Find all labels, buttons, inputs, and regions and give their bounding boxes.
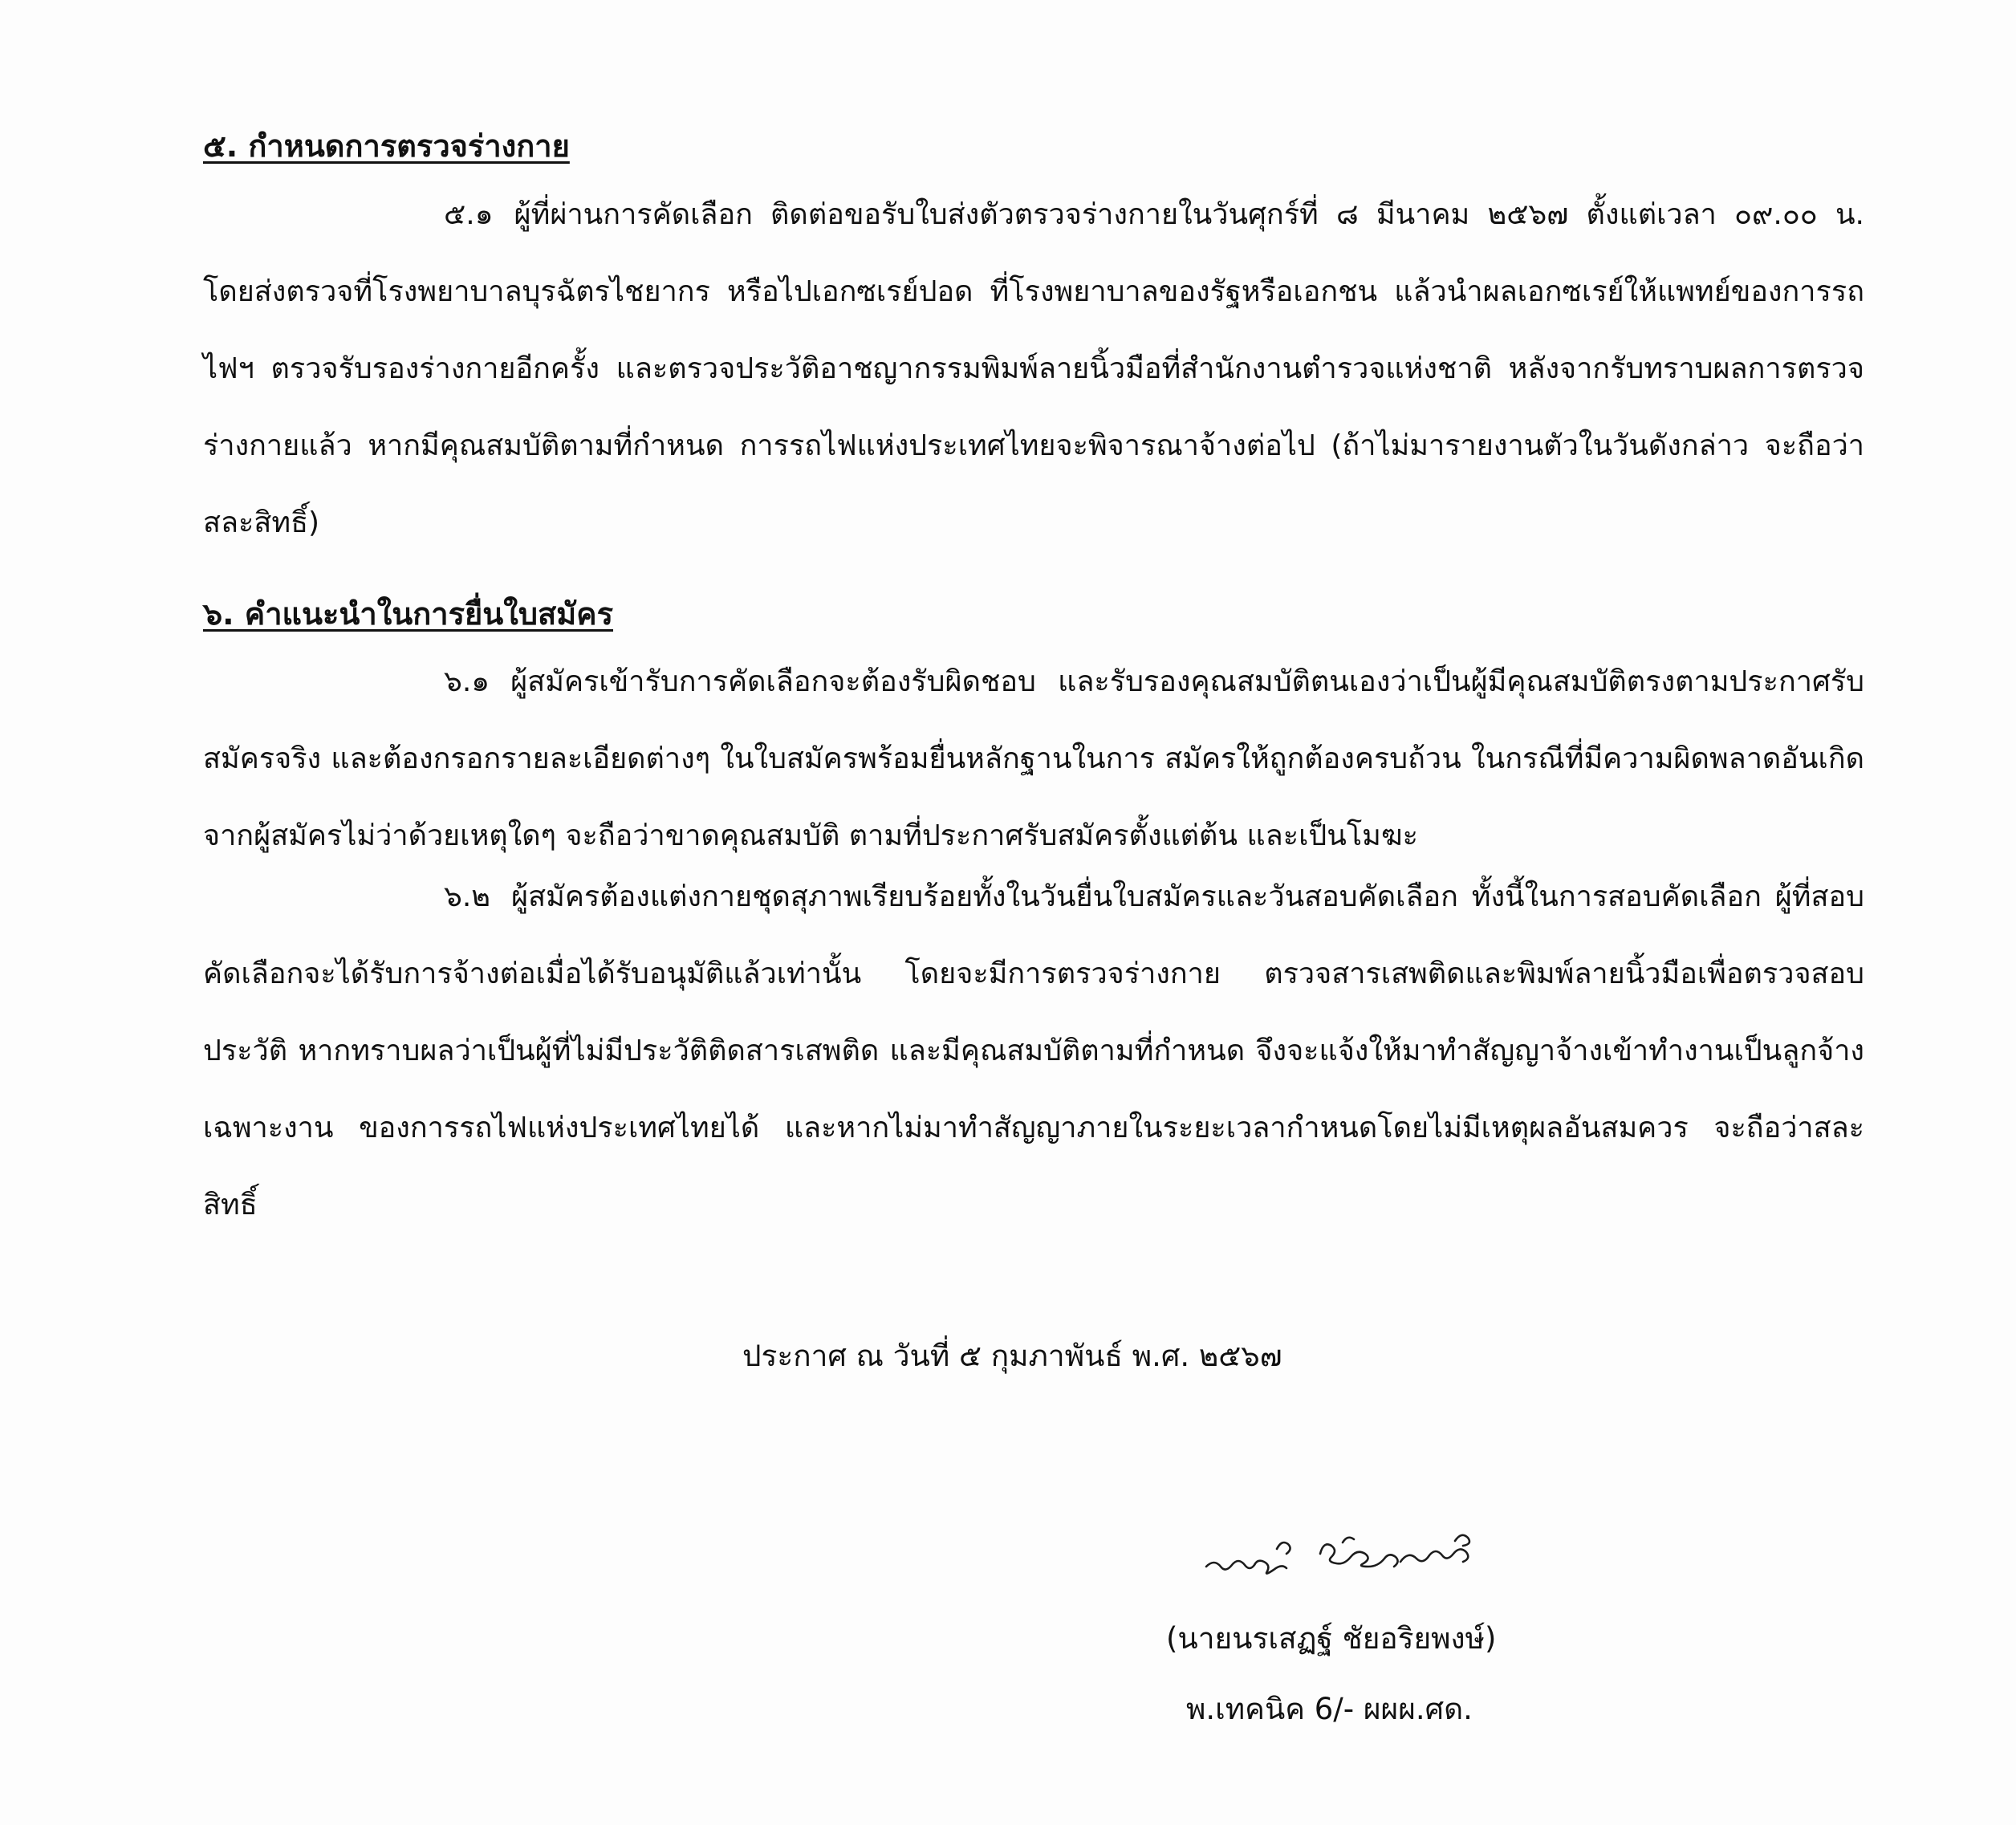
signer-name: (นายนรเสฏฐ์ ชัยอริยพงษ์) bbox=[1166, 1621, 1497, 1656]
announcement-date: ประกาศ ณ วันที่ ๕ กุมภาพันธ์ พ.ศ. ๒๕๖๗ bbox=[742, 1339, 1282, 1373]
section-6-2-paragraph bbox=[203, 859, 1864, 1244]
clause-number: ๖.๒ bbox=[444, 880, 491, 913]
clause-text: ผู้สมัครเข้ารับการคัดเลือกจะต้องรับผิดชอบ และรับรองคุณสมบัติตนเองว่าเป็นผู้มีคุณสมบัติตรงตามประกาศรับสมัครจริง และต้องกรอกรายละเอียดต่างๆ ในใบสมัครพร้อมยื่นหลักฐานในการ สมัครให้ถูกต้องครบถ้วน ในกรณีที่มีความผิดพลาดอันเกิดจากผู้สมัครไม่ว่าด้วยเหตุใดๆ จะถือว่าขาดคุณสมบัติ ตามที่ประกาศรับสมัครตั้งแต่ต้น และเป็นโมฆะ bbox=[203, 665, 1864, 852]
signer-title: พ.เทคนิค 6/- ผผผ.ศด. bbox=[1186, 1692, 1473, 1726]
clause-number: ๖.๑ bbox=[444, 665, 490, 698]
clause-text: ผู้สมัครต้องแต่งกายชุดสุภาพเรียบร้อยทั้งในวันยื่นใบสมัครและวันสอบคัดเลือก ทั้งนี้ในการสอบคัดเลือก ผู้ที่สอบคัดเลือกจะได้รับการจ้างต่อเมื่อได้รับอนุมัติแล้วเท่านั้น โดยจะมีการตรวจร่างกาย ตรวจสารเสพติดและพิมพ์ลายนิ้วมือเพื่อตรวจสอบประวัติ หากทราบผลว่าเป็นผู้ที่ไม่มีประวัติติดสารเสพติด และมีคุณสมบัติตามที่กำหนด จึงจะแจ้งให้มาทำสัญญาจ้างเข้าทำงานเป็นลูกจ้างเฉพาะงาน ของการรถไฟแห่งประเทศไทยได้ และหากไม่มาทำสัญญาภายในระยะเวลากำหนดโดยไม่มีเหตุผลอันสมควร จะถือว่าสละสิทธิ์ bbox=[203, 880, 1864, 1221]
section-5-heading: ๕. กำหนดการตรวจร่างกาย bbox=[203, 128, 570, 164]
handwritten-signature bbox=[1200, 1525, 1521, 1589]
section-6-heading: ๖. คำแนะนำในการยื่นใบสมัคร bbox=[203, 596, 614, 632]
clause-text: ผู้ที่ผ่านการคัดเลือก ติดต่อขอรับใบส่งตัวตรวจร่างกายในวันศุกร์ที่ ๘ มีนาคม ๒๕๖๗ ตั้งแต่เวลา ๐๙.๐๐ น. โดยส่งตรวจที่โรงพยาบาลบุรฉัตรไชยากร หรือไปเอกซเรย์ปอด ที่โรงพยาบาลของรัฐหรือเอกชน แล้วนำผลเอกซเรย์ให้แพทย์ของการรถไฟฯ ตรวจรับรองร่างกายอีกครั้ง และตรวจประวัติอาชญากรรมพิมพ์ลายนิ้วมือที่สำนักงานตำรวจแห่งชาติ หลังจากรับทราบผลการตรวจร่างกายแล้ว หากมีคุณสมบัติตามที่กำหนด การรถไฟแห่งประเทศไทยจะพิจารณาจ้างต่อไป (ถ้าไม่มารายงานตัวในวันดังกล่าว จะถือว่าสละสิทธิ์) bbox=[203, 198, 1864, 539]
section-6-1-paragraph bbox=[203, 644, 1864, 875]
section-5-1-paragraph bbox=[203, 177, 1864, 562]
clause-number: ๕.๑ bbox=[444, 198, 494, 231]
